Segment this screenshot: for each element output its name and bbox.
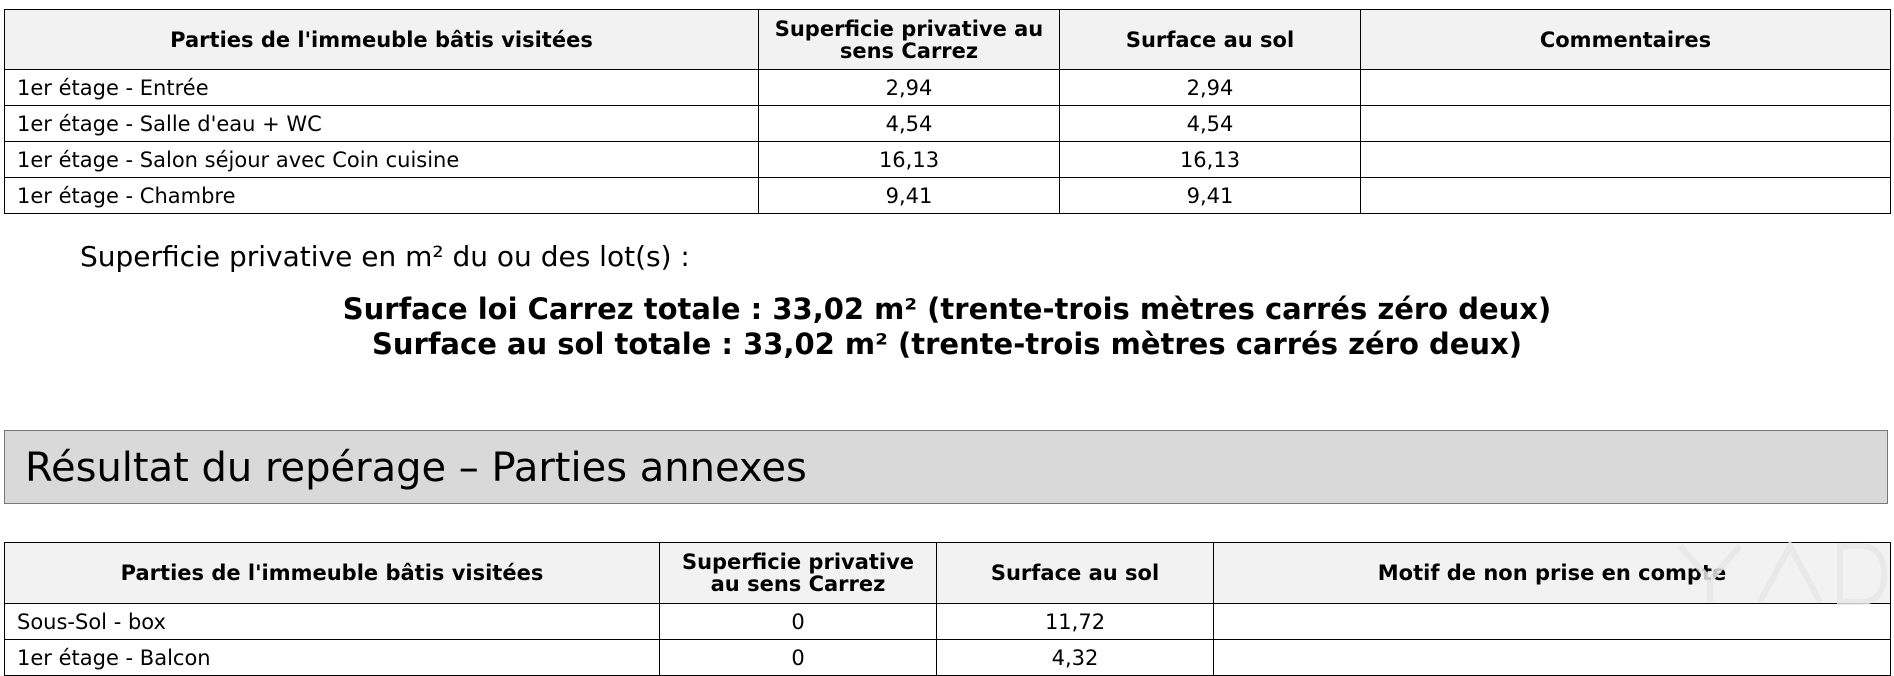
table-header-row: [5, 10, 1891, 70]
table-row: [5, 178, 1891, 214]
sol-value: 16,13: [1060, 142, 1361, 178]
motif-cell: [1214, 604, 1891, 640]
room-name: 1er étage - Salle d'eau + WC: [5, 106, 759, 142]
table-row: [5, 640, 1891, 676]
carrez-value: 4,54: [759, 106, 1060, 142]
table-row: [5, 106, 1891, 142]
carrez-total: Surface loi Carrez totale : 33,02 m² (trente-trois mètres carrés zéro deux): [342, 292, 1552, 326]
room-name: Sous-Sol - box: [5, 604, 660, 640]
sol-value: 4,54: [1060, 106, 1361, 142]
room-name: 1er étage - Chambre: [5, 178, 759, 214]
header-commentaires: Commentaires: [1361, 10, 1891, 70]
sol-value: 9,41: [1060, 178, 1361, 214]
carrez-value: 0: [660, 604, 937, 640]
carrez-value: 16,13: [759, 142, 1060, 178]
header-surface-sol: Surface au sol: [1060, 10, 1361, 70]
comment-cell: [1361, 106, 1891, 142]
sol-value: 2,94: [1060, 70, 1361, 106]
lot-surface-label: Superficie privative en m² du ou des lot(s) :: [80, 240, 690, 273]
room-name: 1er étage - Salon séjour avec Coin cuisine: [5, 142, 759, 178]
header-carrez: Superficie privative au sens Carrez: [660, 543, 937, 604]
header-parties: Parties de l'immeuble bâtis visitées: [5, 10, 759, 70]
sol-total: Surface au sol totale : 33,02 m² (trente-trois mètres carrés zéro deux): [371, 327, 1523, 361]
header-motif: Motif de non prise en compte: [1214, 543, 1891, 604]
carrez-value: 2,94: [759, 70, 1060, 106]
header-surface-sol: Surface au sol: [937, 543, 1214, 604]
section-banner: [4, 430, 1888, 504]
header-parties: Parties de l'immeuble bâtis visitées: [5, 543, 660, 604]
room-name: 1er étage - Balcon: [5, 640, 660, 676]
comment-cell: [1361, 70, 1891, 106]
table-header-row: [5, 543, 1891, 604]
carrez-value: 0: [660, 640, 937, 676]
table-row: [5, 70, 1891, 106]
annexes-table: [4, 542, 1891, 676]
motif-cell: [1214, 640, 1891, 676]
carrez-value: 9,41: [759, 178, 1060, 214]
section-title: Résultat du repérage – Parties annexes: [25, 445, 807, 491]
table-row: [5, 604, 1891, 640]
sol-value: 4,32: [937, 640, 1214, 676]
sol-value: 11,72: [937, 604, 1214, 640]
table-row: [5, 142, 1891, 178]
room-name: 1er étage - Entrée: [5, 70, 759, 106]
comment-cell: [1361, 178, 1891, 214]
header-carrez: Superficie privative au sens Carrez: [759, 10, 1060, 70]
main-surfaces-table: [4, 9, 1891, 214]
comment-cell: [1361, 142, 1891, 178]
